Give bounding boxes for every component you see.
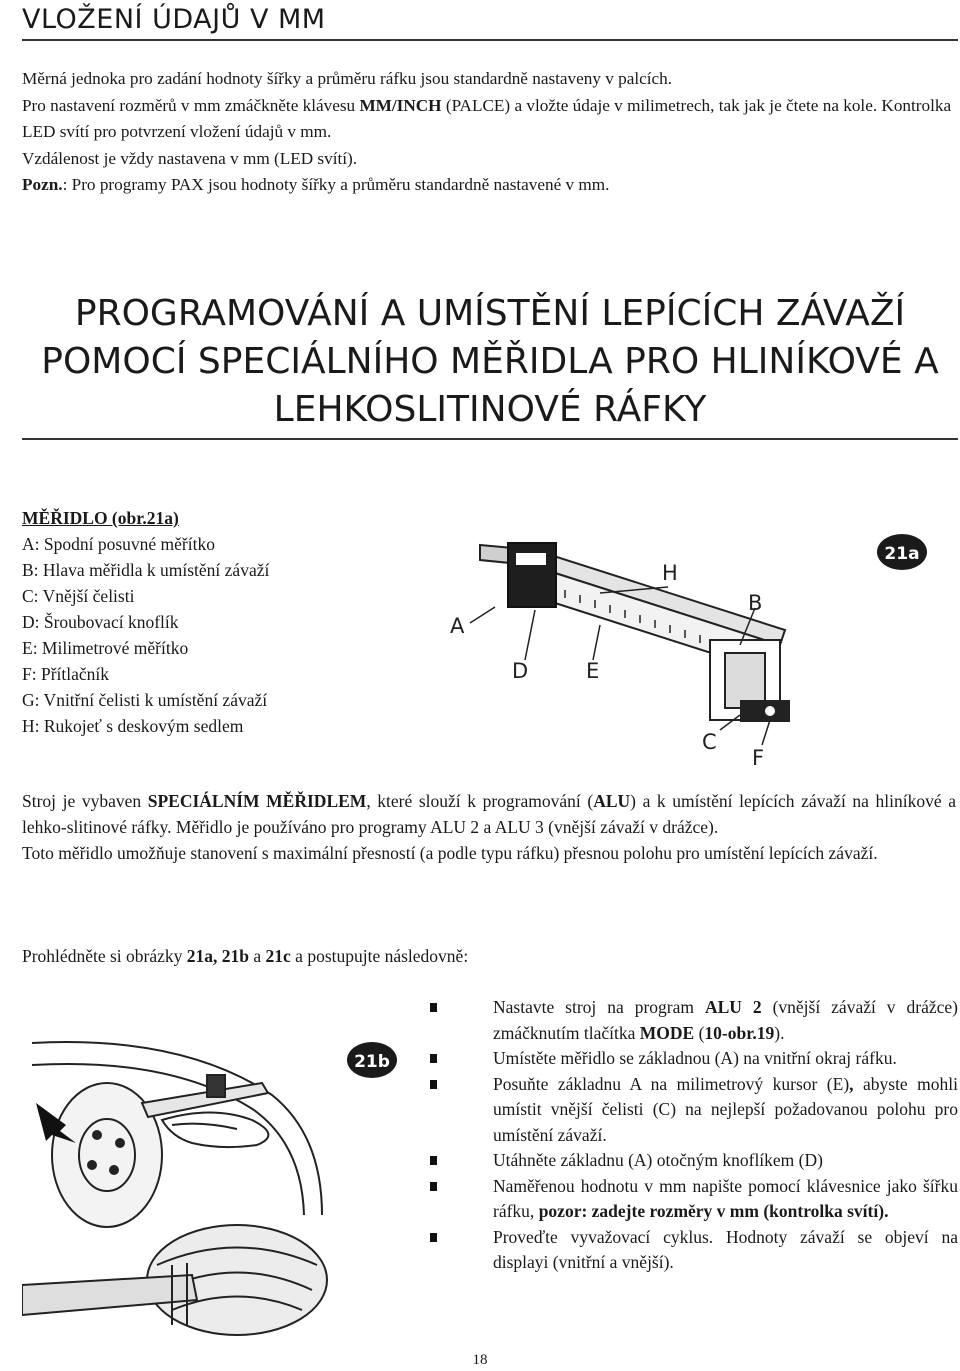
figure-21b-badge: 21b bbox=[354, 1052, 390, 1072]
gauge-parts-list bbox=[22, 505, 442, 739]
section-title-mm-input: VLOŽENÍ ÚDAJŮ V MM bbox=[22, 4, 958, 41]
label-d: D bbox=[512, 659, 529, 683]
step-3: Posuňte základnu A na milimetrový kursor (E), abyste mohli umístit vnější čelisti (C) na nejlepší požadovanou polohu pro umístění závaží. bbox=[430, 1072, 958, 1149]
label-h: H bbox=[662, 561, 678, 585]
figures-prompt: Prohlédněte si obrázky 21a, 21b a 21c a postupujte následovně: bbox=[22, 946, 469, 966]
intro-line-1: Měrná jednoka pro zadání hodnoty šířky a průměru ráfku jsou standardně nastaveny v palcích. bbox=[22, 69, 673, 88]
intro-paragraph bbox=[22, 66, 952, 199]
step-1: Nastavte stroj na program ALU 2 (vnější závaží v drážce) zmáčknutím tlačítka MODE (10-obr.19). bbox=[430, 995, 958, 1046]
square-bullet-icon bbox=[430, 1003, 437, 1012]
intro-line-3: Vzdálenost je vždy nastavena v mm (LED svítí). bbox=[22, 148, 358, 168]
label-e: E bbox=[586, 659, 600, 683]
label-a: A bbox=[450, 614, 465, 638]
step-6: Proveďte vyvažovací cyklus. Hodnoty závaží se objeví na displayi (vnitřní a vnější). bbox=[430, 1225, 958, 1276]
gauge-part-e: E: Milimetrové měřítko bbox=[22, 638, 189, 658]
procedure-steps bbox=[430, 995, 958, 1276]
label-c: C bbox=[702, 730, 717, 754]
step-4: Utáhněte základnu (A) otočným knoflíkem (D) bbox=[430, 1148, 958, 1174]
intro-line-2: Pro nastavení rozměrů v mm zmáčkněte klávesu MM/INCH (PALCE) a vložte údaje v milimetrech, tak jak je čtete na kole. Kontrolka LED svítí pro potvrzení vložení údajů v mm. bbox=[22, 95, 952, 141]
gauge-part-b: B: Hlava měřidla k umístění závaží bbox=[22, 560, 270, 580]
gauge-part-h: H: Rukojeť s deskovým sedlem bbox=[22, 716, 244, 736]
intro-note: Pozn.: Pro programy PAX jsou hodnoty šířky a průměru standardně nastavené v mm. bbox=[22, 175, 610, 194]
gauge-part-g: G: Vnitřní čelisti k umístění závaží bbox=[22, 690, 268, 710]
gauge-description bbox=[22, 788, 956, 866]
mm-inch-key: MM/INCH bbox=[359, 95, 442, 115]
gauge-part-c: C: Vnější čelisti bbox=[22, 586, 135, 606]
page-number: 18 bbox=[472, 1352, 488, 1368]
gauge-part-f: F: Přítlačník bbox=[22, 664, 110, 684]
step-5: Naměřenou hodnotu v mm napište pomocí klávesnice jako šířku ráfku, pozor: zadejte rozměry v mm (kontrolka svítí). bbox=[430, 1174, 958, 1225]
description-paragraph-1: Stroj je vybaven SPECIÁLNÍM MĚŘIDLEM, které slouží k programování (ALU) a k umístění lepících závaží na hliníkové a lehko-slitinové ráfky. Měřidlo je používáno pro programy ALU 2 a ALU 3 (vnější závaží v drážce). bbox=[22, 791, 956, 837]
figure-21a-badge: 21a bbox=[884, 544, 920, 564]
gauge-part-a: A: Spodní posuvné měřítko bbox=[22, 534, 215, 554]
figure-21a-gauge bbox=[440, 525, 960, 770]
label-b: B bbox=[748, 591, 763, 615]
description-paragraph-2: Toto měřidlo umožňuje stanovení s maximální přesností (a podle typu ráfku) přesnou polohu pro umístění lepících závaží. bbox=[22, 843, 878, 863]
section-title-line-2: POMOCÍ SPECIÁLNÍHO MĚŘIDLA PRO HLINÍKOVÉ A bbox=[41, 341, 939, 382]
section-title-line-1: PROGRAMOVÁNÍ A UMÍSTĚNÍ LEPÍCÍCH ZÁVAŽÍ bbox=[74, 293, 906, 334]
section-title-line-3: LEHKOSLITINOVÉ RÁFKY bbox=[273, 389, 707, 430]
note-label: Pozn. bbox=[22, 175, 63, 194]
gauge-part-d: D: Šroubovací knoflík bbox=[22, 612, 179, 632]
square-bullet-icon bbox=[430, 1233, 437, 1242]
square-bullet-icon bbox=[430, 1156, 437, 1165]
step-2: Umístěte měřidlo se základnou (A) na vnitřní okraj ráfku. bbox=[430, 1046, 958, 1072]
figure-21b-wheel bbox=[22, 1025, 417, 1350]
section-title-programming bbox=[22, 290, 958, 440]
square-bullet-icon bbox=[430, 1054, 437, 1063]
square-bullet-icon bbox=[430, 1182, 437, 1191]
label-f: F bbox=[752, 746, 765, 770]
square-bullet-icon bbox=[430, 1080, 437, 1089]
gauge-heading: MĚŘIDLO (obr.21a) bbox=[22, 508, 179, 528]
